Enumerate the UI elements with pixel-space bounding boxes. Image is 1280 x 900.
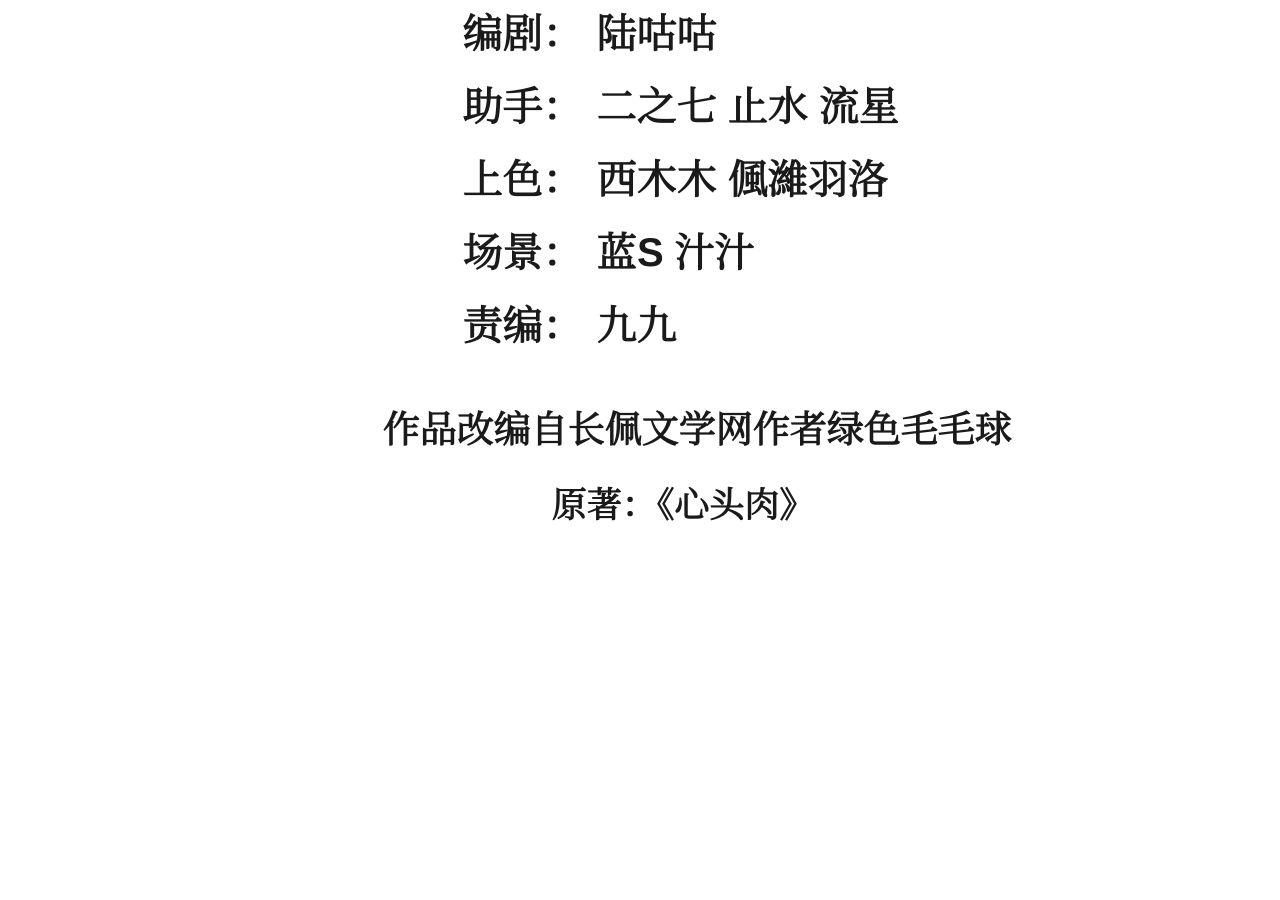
credit-role-label: 上色 bbox=[463, 158, 543, 202]
credit-line-coloring bbox=[463, 144, 899, 217]
credit-role-label: 责编 bbox=[463, 304, 543, 348]
original-work-label: 原著 bbox=[552, 486, 623, 525]
original-work-title: 《心头肉》 bbox=[657, 486, 815, 525]
credit-role-label: 编剧 bbox=[463, 12, 543, 56]
credit-colon: ： bbox=[543, 304, 583, 348]
adaptation-source-line: 作品改编自长佩文学网作者绿色毛毛球 bbox=[383, 409, 1012, 450]
credit-colon: ： bbox=[543, 12, 583, 56]
credits-block bbox=[463, 0, 899, 363]
credit-colon: ： bbox=[543, 231, 583, 275]
credit-names: 陆咕咕 bbox=[597, 12, 717, 56]
credit-line-assistants bbox=[463, 71, 899, 144]
credit-role-label: 助手 bbox=[463, 85, 543, 129]
credit-names: 九九 bbox=[597, 304, 677, 348]
credit-names: 二之七 止水 流星 bbox=[597, 85, 900, 129]
credit-colon: ： bbox=[543, 85, 583, 129]
original-work-line bbox=[552, 484, 815, 528]
credit-line-scenes bbox=[463, 217, 899, 290]
credit-names: 西木木 偑濰羽洛 bbox=[597, 158, 889, 202]
credit-role-label: 场景 bbox=[463, 231, 543, 275]
original-work-colon: ： bbox=[622, 486, 658, 525]
credit-names: 蓝S 汁汁 bbox=[597, 231, 755, 275]
credit-colon: ： bbox=[543, 158, 583, 202]
credit-line-editor bbox=[463, 290, 899, 363]
credit-line-screenwriter bbox=[463, 0, 899, 71]
